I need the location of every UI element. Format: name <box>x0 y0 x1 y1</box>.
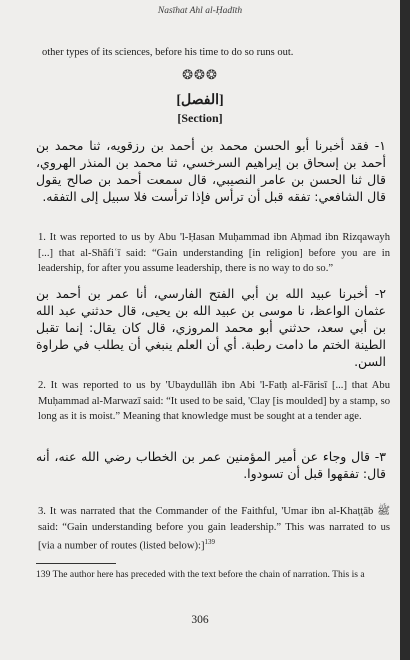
arabic-paragraph-1: ١- فقد أخبرنا أبو الحسن محمد بن أحمد بن رزقويه، ثنا محمد بن أحمد بن إسحاق بن إبراهيم السرخسي، ثنا محمد بن المنذر الهروي، قال ثنا الحسن بن عامر النصيبي، قال سمعت أحمد بن صالح يقول قال الشافعي: تفقه قبل أن ترأس فإذا ترأست فلا سبيل إلى التفقه. <box>36 138 386 204</box>
english-paragraph-1 <box>38 230 390 277</box>
page-edge <box>400 0 410 660</box>
footnote-marker: 139 <box>204 538 216 546</box>
english-paragraph-2-text: 2. It was reported to us by 'Ubaydullāh ibn Abi 'l-Fatḥ al-Fārisī [...] that Abu Muḥammad al-Marwazī said: “It used to be said, 'Clay [is moulded] by a stamp, so long as it is moist.” Meaning that knowledge must be sought at a tender age. <box>38 380 390 422</box>
arabic-paragraph-3: ٣- قال وجاء عن أمير المؤمنين عمر بن الخطاب رضي الله عنه، أنه قال: تفقهوا قبل أن تسودوا. <box>36 449 386 481</box>
english-paragraph-2 <box>38 378 390 425</box>
english-paragraph-3 <box>38 504 390 554</box>
ornament: ❂❂❂ <box>182 67 218 82</box>
section-title-arabic: [الفصل] <box>176 93 224 108</box>
running-header: Nasīhat Ahl al-Ḥadīth <box>157 6 243 16</box>
section-title-english: [Section] <box>177 111 223 125</box>
lead-line: other types of its sciences, before his time to do so runs out. <box>42 47 294 58</box>
page-number: 306 <box>191 614 209 626</box>
english-paragraph-3-text: 3. It was narrated that the Commander of the Faithful, 'Umar ibn al-Khaṭṭāb ﷺ said: “Gain understanding before you gain leadership.” This was narrated to us [via a number of routes (listed below):] <box>38 506 390 552</box>
footnote: 139 The author here has preceded with the text before the chain of narration. This is a <box>36 569 365 580</box>
footnote-rule <box>36 563 116 564</box>
english-paragraph-1-text: 1. It was reported to us by Abu 'l-Ḥasan Muḥammad ibn Aḥmad ibn Rizqawayh [...] that al-Shāfiʿī said: “Gain understanding [in religion] before you are in leadership, for after you assume leadership, there is no way to do so.” <box>38 232 390 274</box>
arabic-paragraph-2: ٢- أخبرنا عبيد الله بن أبي الفتح الفارسي، أنا عمر بن أحمد بن عثمان الواعظ، نا موسى بن عبيد الله بن يحيى، قال حدثني عبد الله بن أبي سعد، حدثني أبو محمد المروزي، قال كان يقال: إنما تقبل الطينة الختم ما دامت رطبة. أي أن العلم ينبغي أن يطلب في طراوة السن. <box>36 286 386 369</box>
